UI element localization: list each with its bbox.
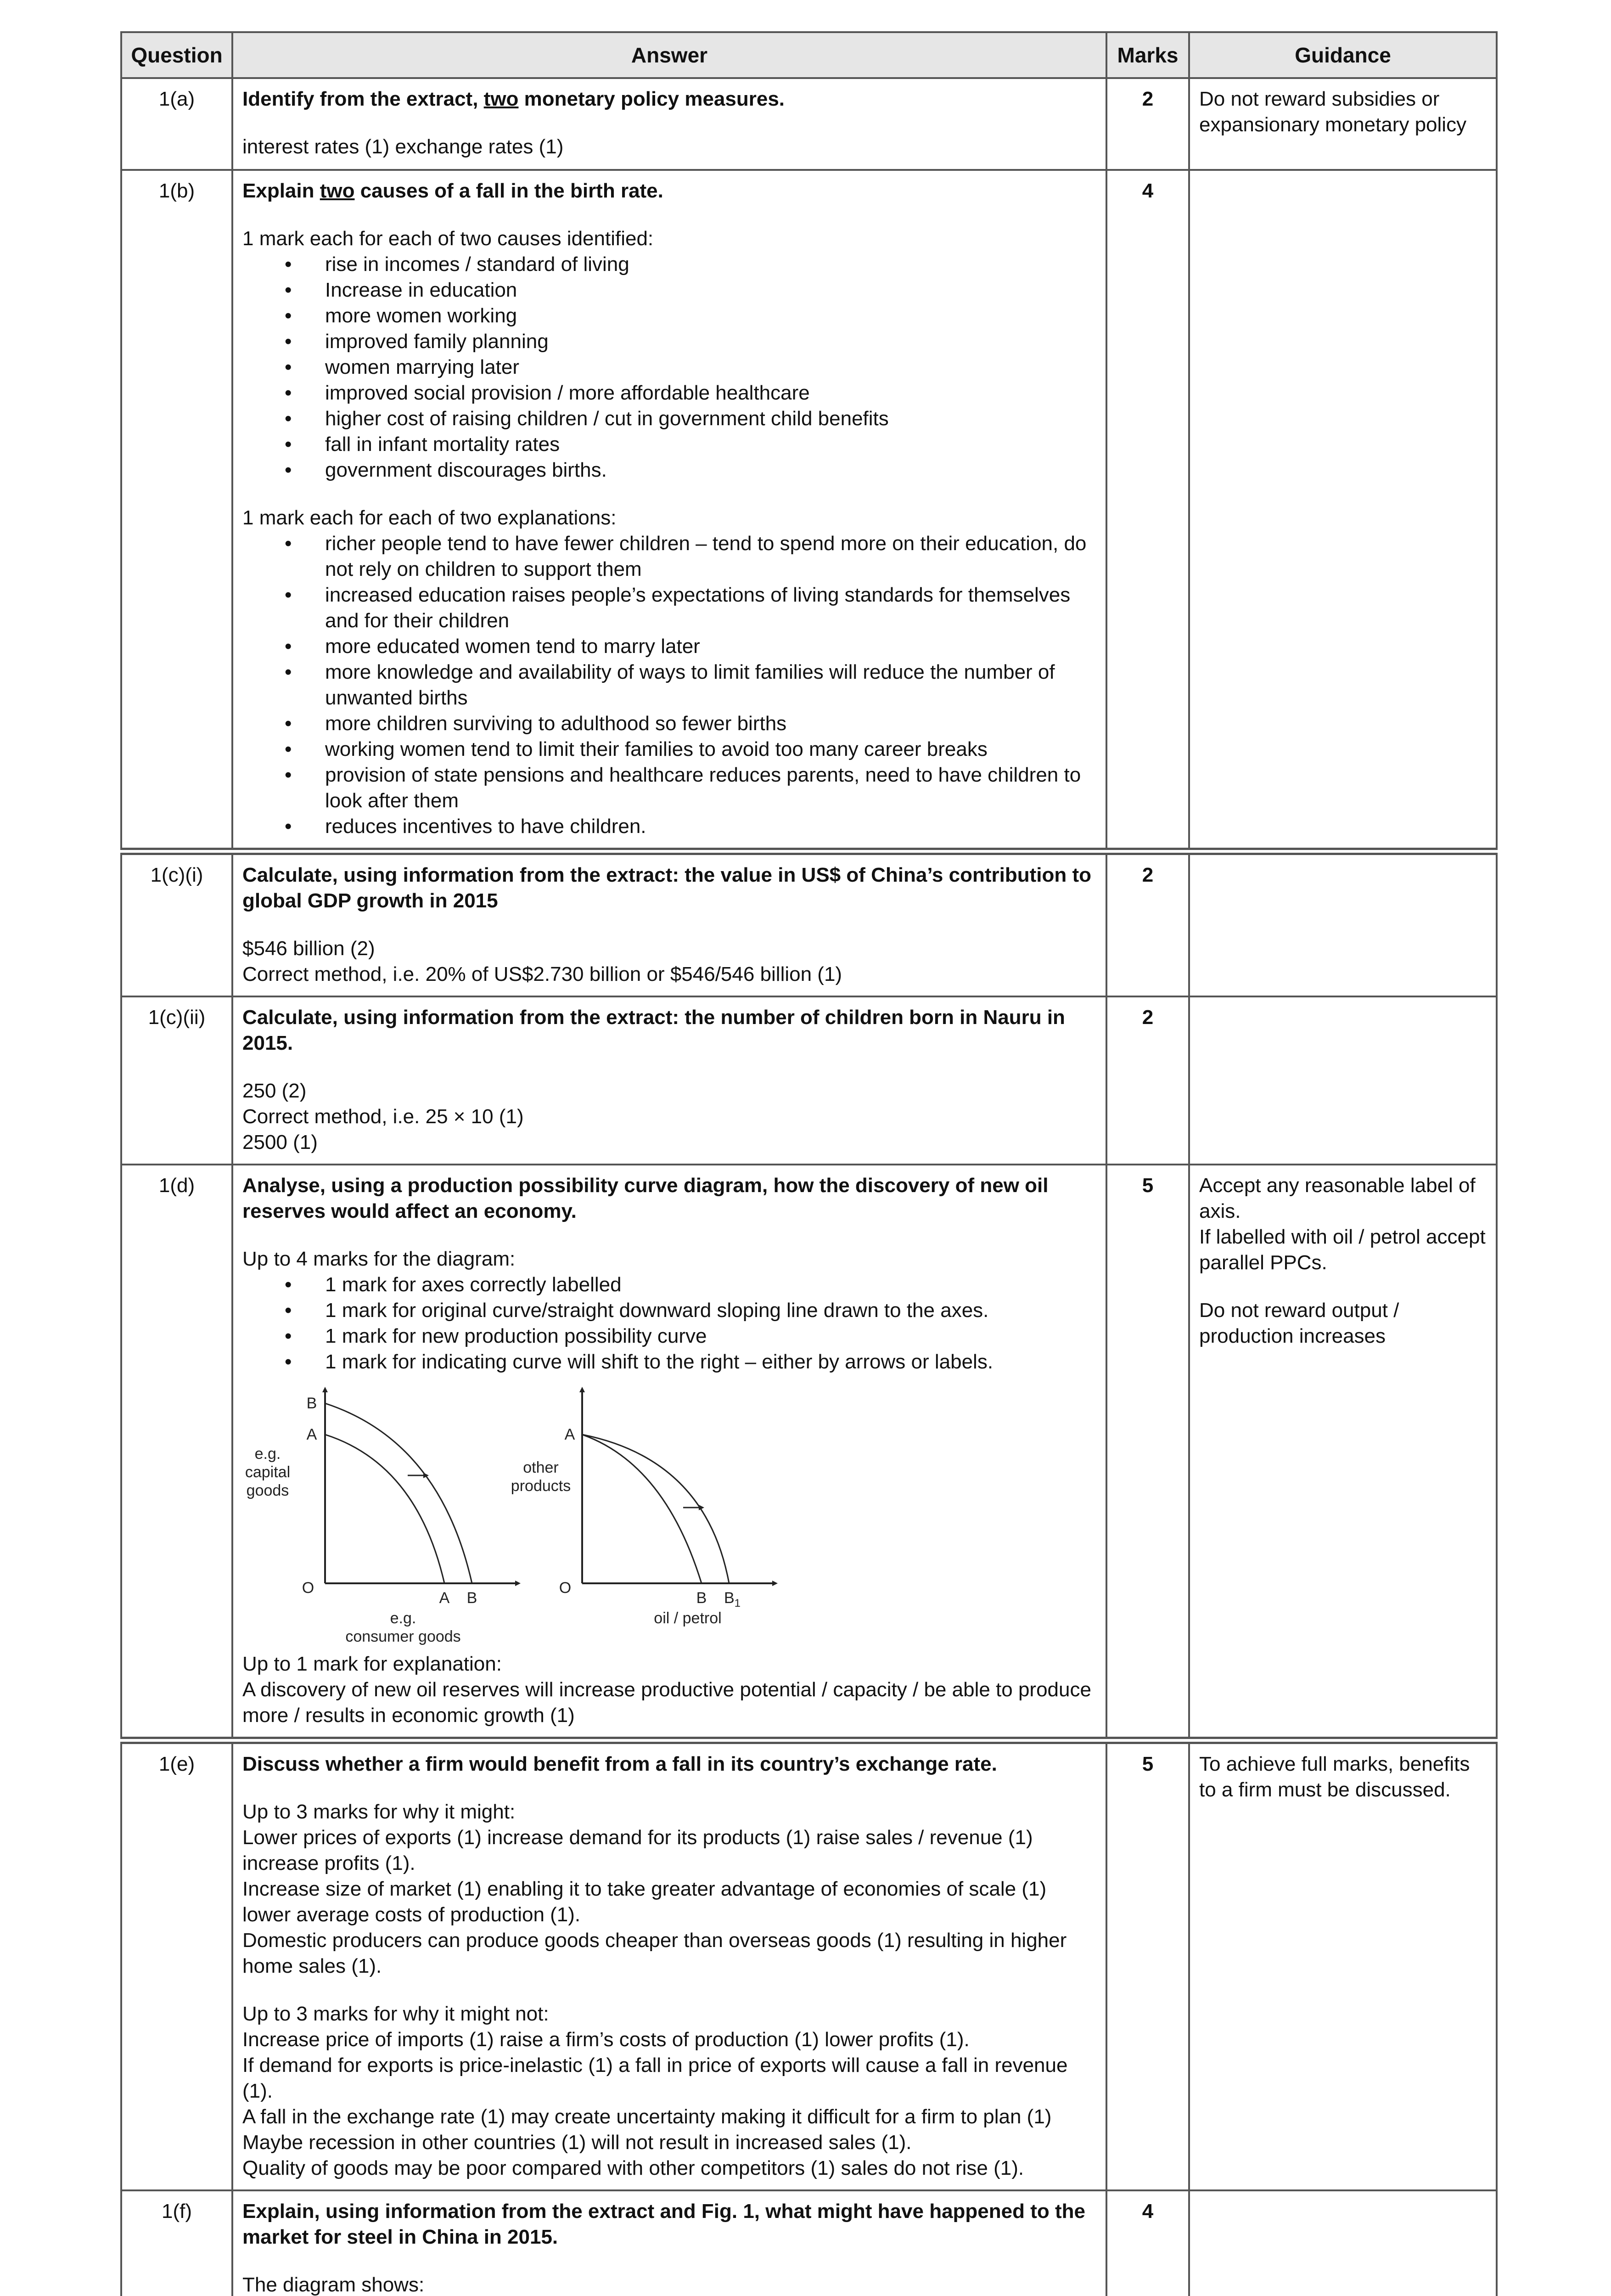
answer-line: Maybe recession in other countries (1) will not result in increased sales (1). [242, 2131, 912, 2154]
question-number: 1(e) [121, 1740, 232, 2190]
row-1b [121, 170, 1497, 851]
guidance-text [1189, 851, 1497, 996]
answer-line: Correct method, i.e. 20% of US$2.730 billion or $546/546 billion (1) [242, 963, 842, 985]
list-item: • government discourages births. [325, 457, 1096, 483]
left-y-label: e.g. capital goods [245, 1445, 291, 1499]
list-item: • more knowledge and availability of ways to limit families will reduce the number of unwanted births [325, 659, 1096, 711]
answer-line: If demand for exports is price-inelastic (1) a fall in price of exports will cause a fall in revenue (1). [242, 2054, 1068, 2102]
explanations-list [242, 531, 1096, 839]
marks-value: 2 [1106, 996, 1189, 1165]
answer-line: 2500 (1) [242, 1131, 318, 1154]
mark-scheme [120, 31, 1496, 2296]
guidance-text: To achieve full marks, benefits to a firm must be discussed. [1189, 1740, 1497, 2190]
question-number: 1(c)(ii) [121, 996, 232, 1165]
header-marks: Marks [1106, 32, 1189, 78]
list-item: • rise in incomes / standard of living [325, 252, 1096, 277]
answer-line: 250 (2) [242, 1080, 307, 1102]
row-1f [121, 2190, 1497, 2296]
right-y-label: other products [511, 1459, 571, 1495]
list-item: • more women working [325, 303, 1096, 329]
question-number: 1(c)(i) [121, 851, 232, 996]
left-label-b: B [306, 1395, 317, 1412]
answer-line: Increase size of market (1) enabling it to take greater advantage of economies of scale (1) lower average costs of production (1). [242, 1878, 1047, 1926]
left-x-label-a: A [439, 1589, 450, 1607]
list-item: • improved family planning [325, 329, 1096, 355]
question-number: 1(d) [121, 1165, 232, 1740]
guidance-text: Accept any reasonable label of axis. [1199, 1174, 1476, 1222]
answer-line: $546 billion (2) [242, 937, 375, 960]
list-item: • more children surviving to adulthood so fewer births [325, 711, 1096, 737]
answer-line: Quality of goods may be poor compared with other competitors (1) sales do not rise (1). [242, 2157, 1024, 2179]
causes-intro: 1 mark each for each of two causes identified: [242, 227, 654, 250]
left-origin: O [302, 1579, 314, 1597]
list-item: • 1 mark for axes correctly labelled [325, 1272, 1096, 1298]
guidance-text [1189, 996, 1497, 1165]
guidance-text [1189, 170, 1497, 851]
right-x-label: oil / petrol [654, 1609, 722, 1627]
right-x-label-b1: $B_1$ [724, 1589, 741, 1609]
list-item: • provision of state pensions and healthcare reduces parents, need to have children to look after them [325, 762, 1096, 814]
question-number: 1(a) [121, 78, 232, 170]
list-item: • reduces incentives to have children. [325, 814, 1096, 839]
answer-cell [232, 170, 1106, 851]
mark-scheme-table [120, 31, 1498, 2296]
question-title: Calculate, using information from the extract: the number of children born in Nauru in 2015. [242, 1006, 1065, 1054]
list-item: • 1 mark for indicating curve will shift to the right – either by arrows or labels. [325, 1349, 1096, 1375]
answer-line: Correct method, i.e. 25 × 10 (1) [242, 1105, 524, 1128]
explanations-intro: 1 mark each for each of two explanations: [242, 506, 617, 529]
list-item: • more educated women tend to marry later [325, 634, 1096, 659]
list-item: • improved social provision / more affordable healthcare [325, 380, 1096, 406]
question-number: 1(b) [121, 170, 232, 851]
marks-value: 5 [1106, 1740, 1189, 2190]
answer-cell [232, 996, 1106, 1165]
list-item: • working women tend to limit their families to avoid too many career breaks [325, 737, 1096, 762]
answer-cell [232, 851, 1106, 996]
guidance-text: Do not reward output / production increases [1199, 1299, 1399, 1347]
left-original-curve [325, 1435, 444, 1583]
might-not-intro: Up to 3 marks for why it might not: [242, 2003, 549, 2025]
question-title: Calculate, using information from the extract: the value in US$ of China’s contribution to global GDP growth in 2015 [242, 864, 1091, 912]
marks-value: 2 [1106, 78, 1189, 170]
header-guidance: Guidance [1189, 32, 1497, 78]
right-new-curve [582, 1435, 729, 1583]
ppc-diagram-svg [242, 1381, 839, 1648]
causes-list [242, 252, 1096, 483]
guidance-text: Do not reward subsidies or expansionary monetary policy [1189, 78, 1497, 170]
question-number: 1(f) [121, 2190, 232, 2296]
list-item: • increased education raises people’s expectations of living standards for themselves and for their children [325, 582, 1096, 634]
list-item: • 1 mark for original curve/straight downward sloping line drawn to the axes. [325, 1298, 1096, 1323]
question-title: Identify from the extract, two monetary policy measures. [242, 88, 785, 110]
list-item: • richer people tend to have fewer children – tend to spend more on their education, do not rely on children to support them [325, 531, 1096, 582]
question-title: Discuss whether a firm would benefit from a fall in its country’s exchange rate. [242, 1753, 997, 1775]
header-question: Question [121, 32, 232, 78]
right-label-a: A [564, 1426, 575, 1443]
header-row [121, 32, 1497, 78]
left-x-label: e.g. consumer goods [345, 1609, 461, 1645]
marks-value: 4 [1106, 2190, 1189, 2296]
question-title: Analyse, using a production possibility curve diagram, how the discovery of new oil reserves would affect an economy. [242, 1174, 1049, 1222]
answer-line: Domestic producers can produce goods cheaper than overseas goods (1) resulting in higher home sales (1). [242, 1929, 1067, 1977]
list-item: • Increase in education [325, 277, 1096, 303]
marks-value: 5 [1106, 1165, 1189, 1740]
answer-cell [232, 2190, 1106, 2296]
answer-cell [232, 78, 1106, 170]
answer-line: The diagram shows: [242, 2273, 425, 2296]
guidance-text: If labelled with oil / petrol accept parallel PPCs. [1199, 1226, 1486, 1274]
list-item: • women marrying later [325, 355, 1096, 380]
guidance-cell [1189, 1165, 1497, 1740]
explanation-text: A discovery of new oil reserves will increase productive potential / capacity / be able to produce more / results in economic growth (1) [242, 1678, 1091, 1727]
right-x-label-b: B [696, 1589, 707, 1607]
row-1ci [121, 851, 1497, 996]
row-1d [121, 1165, 1497, 1740]
list-item: • higher cost of raising children / cut in government child benefits [325, 406, 1096, 432]
ppc-diagram [242, 1381, 839, 1648]
left-x-label-b: B [466, 1589, 477, 1607]
guidance-text [1189, 2190, 1497, 2296]
answer-cell [232, 1740, 1106, 2190]
right-origin: O [559, 1579, 572, 1597]
row-1a [121, 78, 1497, 170]
might-intro: Up to 3 marks for why it might: [242, 1801, 516, 1823]
answer-cell [232, 1165, 1106, 1740]
left-label-a: A [306, 1426, 317, 1443]
answer-line: Lower prices of exports (1) increase demand for its products (1) raise sales / revenue (1) increase profits (1). [242, 1826, 1033, 1874]
question-title: Explain, using information from the extract and Fig. 1, what might have happened to the market for steel in China in 2015. [242, 2200, 1085, 2248]
right-original-curve [582, 1435, 702, 1583]
answer-line: A fall in the exchange rate (1) may create uncertainty making it difficult for a firm to plan (1) [242, 2105, 1052, 2128]
marks-value: 4 [1106, 170, 1189, 851]
header-answer: Answer [232, 32, 1106, 78]
answer-line: Increase price of imports (1) raise a firm’s costs of production (1) lower profits (1). [242, 2028, 970, 2051]
explanation-intro: Up to 1 mark for explanation: [242, 1653, 502, 1675]
diagram-intro: Up to 4 marks for the diagram: [242, 1248, 516, 1270]
left-new-curve [325, 1403, 472, 1583]
diagram-points-list [242, 1272, 1096, 1375]
answer-text: interest rates (1) exchange rates (1) [242, 135, 564, 158]
row-1e [121, 1740, 1497, 2190]
list-item: • fall in infant mortality rates [325, 432, 1096, 457]
question-title: Explain two causes of a fall in the birth rate. [242, 180, 663, 202]
marks-value: 2 [1106, 851, 1189, 996]
row-1cii [121, 996, 1497, 1165]
list-item: • 1 mark for new production possibility curve [325, 1323, 1096, 1349]
